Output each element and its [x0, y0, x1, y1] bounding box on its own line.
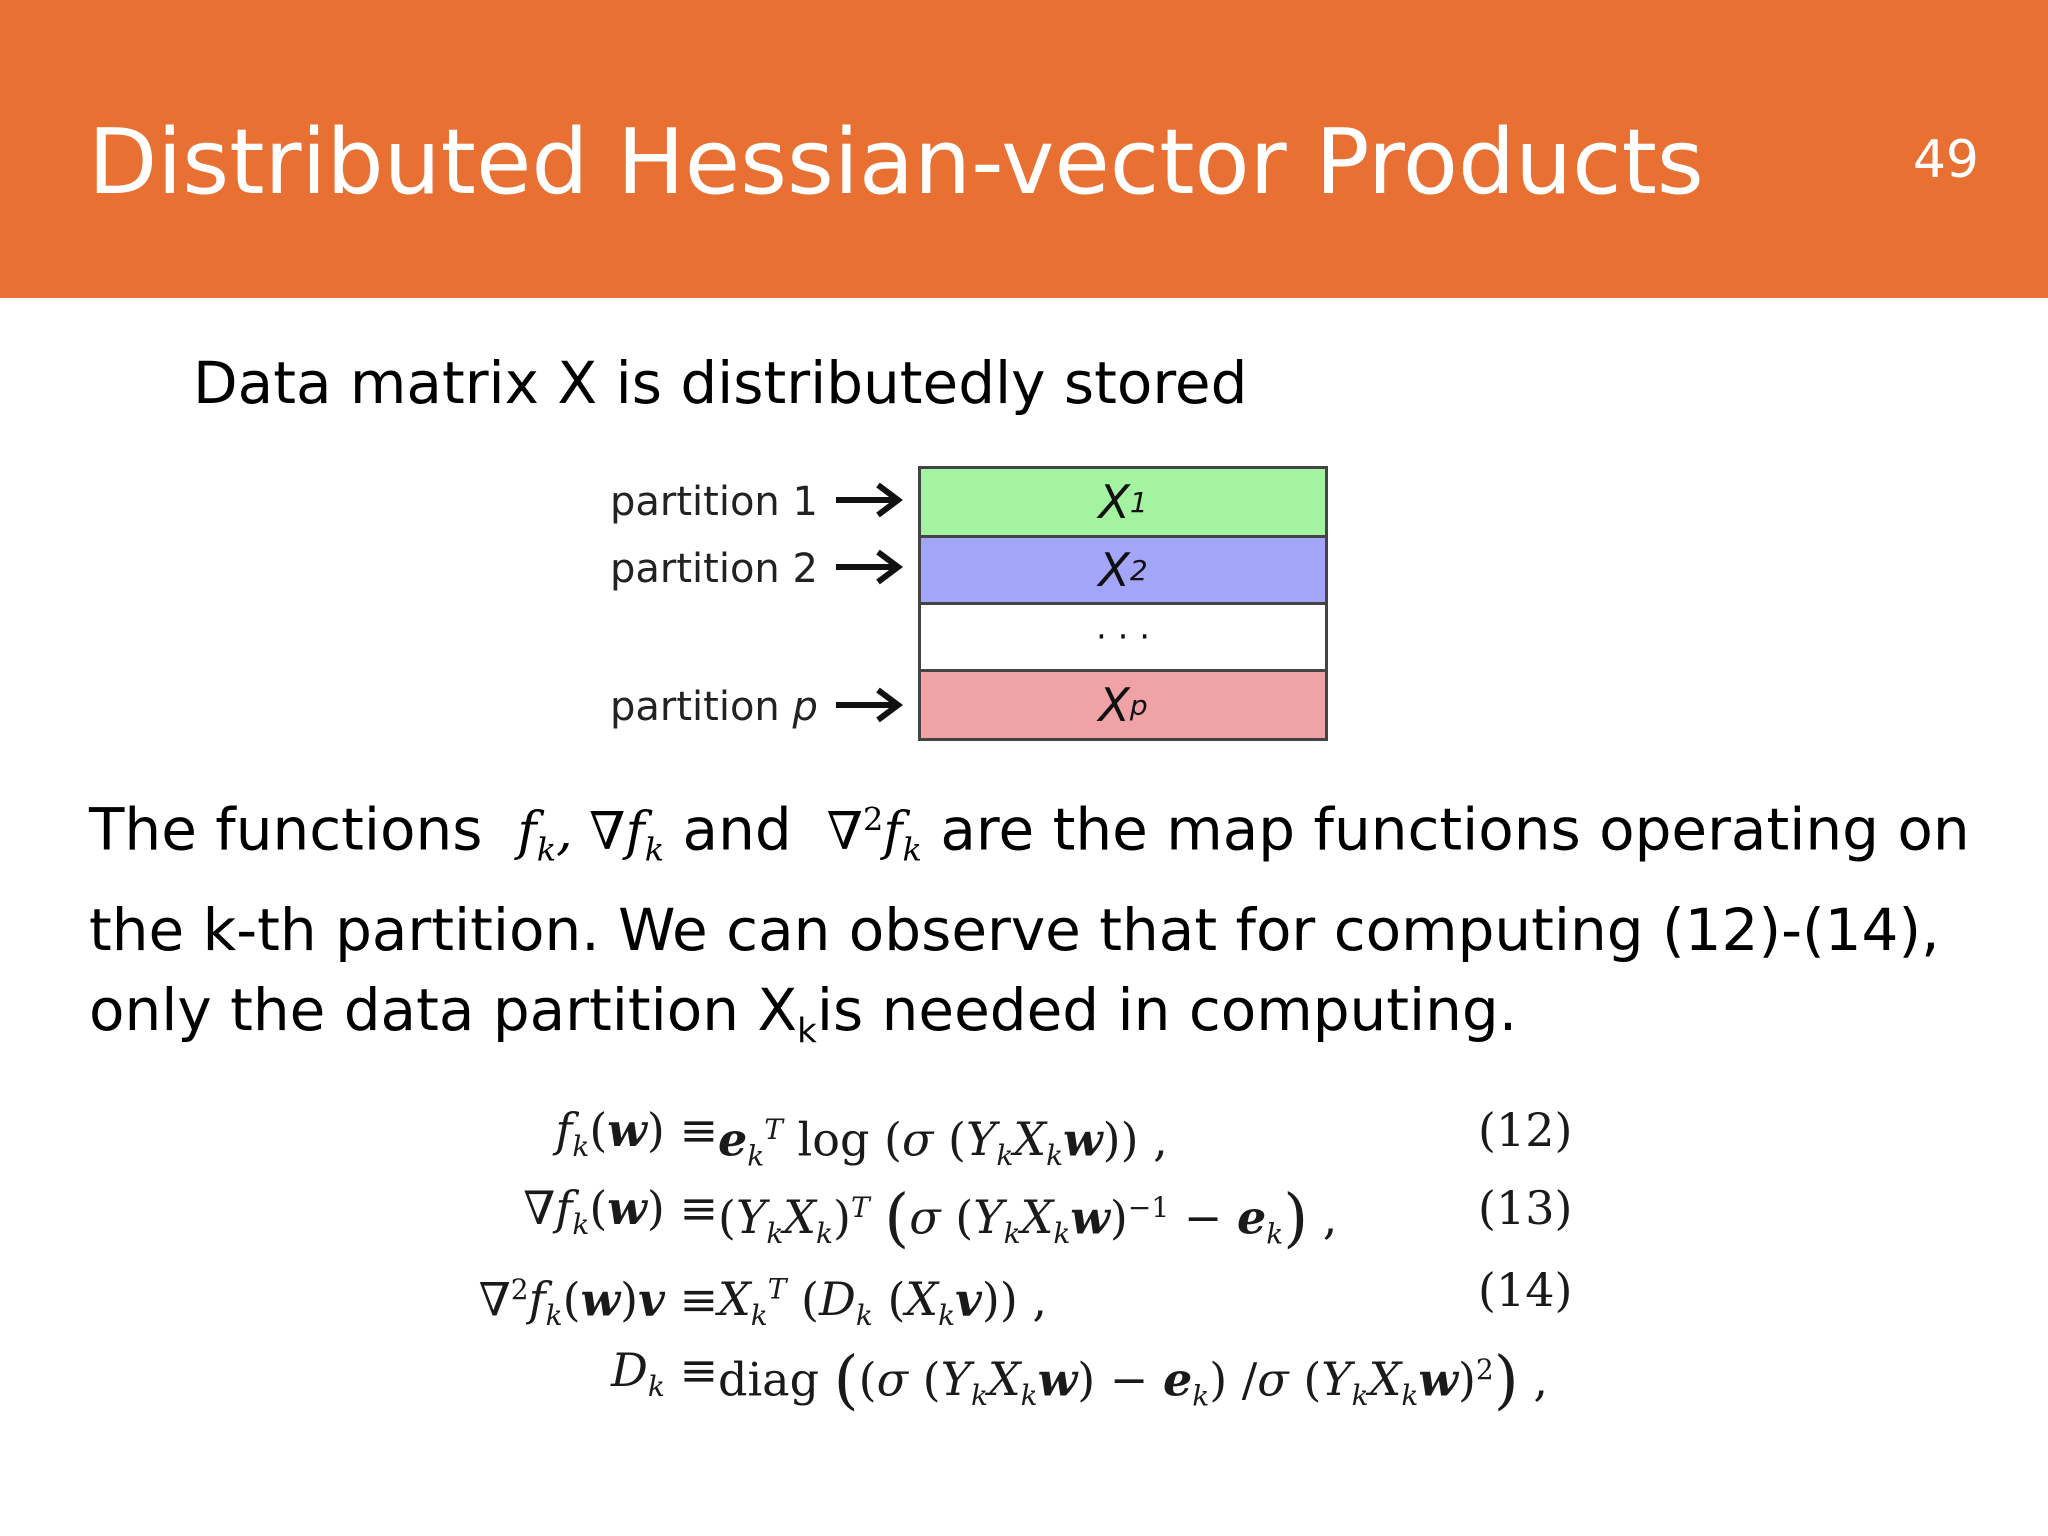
- equation-number: (14): [1478, 1263, 1573, 1317]
- block-label: X: [1098, 543, 1130, 597]
- block-label: X: [1098, 678, 1130, 732]
- partition-block-1: [918, 466, 1328, 538]
- ellipsis: · · ·: [1095, 617, 1151, 657]
- partition-label-2: partition 2: [610, 546, 818, 592]
- equation-rhs: $(Y_kX_k)^T$ (σ $(Y_kX_kw)^{-1} - e_k$) ,: [718, 1181, 1338, 1256]
- math-fk-gradfk: $f_k$, $\nabla f_k$: [500, 802, 665, 869]
- partition-block-ellipsis: [918, 602, 1328, 672]
- partition-label-1: partition 1: [610, 479, 818, 525]
- arrow-right-icon: [834, 685, 904, 725]
- partition-label-var: p: [792, 684, 818, 730]
- body-text-2: and: [682, 795, 792, 864]
- equation-rhs: $X_k^T$ ($D_k$ $(X_kv)$) ,: [718, 1272, 1048, 1333]
- body-text-3: are the map functions operating on the k-th partition. We can observe that for computing (12)-(14), only the data partition X: [89, 795, 1970, 1044]
- body-text-4: is needed in computing.: [816, 975, 1518, 1044]
- partition-label-p: [610, 682, 818, 732]
- title-bar: [0, 0, 2048, 298]
- equation-number: (12): [1478, 1103, 1573, 1157]
- equation-lhs: $\nabla^2f_k(w)v$ ≡: [478, 1272, 718, 1333]
- block-subscript: p: [1129, 688, 1148, 722]
- equation-lhs: $\nabla f_k(w)$ ≡: [523, 1181, 718, 1242]
- body-text-1: The functions: [89, 795, 483, 864]
- subtitle: Data matrix X is distributedly stored: [193, 349, 1248, 417]
- block-label: X: [1098, 475, 1130, 529]
- partition-block-2: [918, 535, 1328, 605]
- equation-lhs: $f_k(w)$ ≡: [555, 1103, 718, 1164]
- arrow-right-icon: [834, 480, 904, 520]
- block-subscript: 1: [1129, 485, 1148, 519]
- equation-lhs: $D_k$ ≡: [610, 1343, 718, 1404]
- equation-rhs: $e_k^T$ log (σ $(Y_kX_kw)$) ,: [718, 1112, 1168, 1173]
- block-subscript: 2: [1129, 553, 1148, 587]
- equation-number: (13): [1478, 1181, 1573, 1235]
- body-paragraph: [89, 780, 1989, 1071]
- arrow-right-icon: [834, 547, 904, 587]
- equation-rhs: diag ((σ $(Y_kX_kw) - e_k$) /σ $(Y_kX_kw)^2$) ,: [718, 1343, 1548, 1418]
- partition-label-prefix: partition: [610, 684, 793, 730]
- slide-title: Distributed Hessian-vector Products: [88, 110, 1704, 215]
- slide-number: 49: [1912, 130, 1979, 190]
- body-text-subscript: k: [797, 1011, 817, 1052]
- math-hessian-fk: $\nabla^2f_k$: [826, 801, 922, 869]
- partition-block-p: [918, 669, 1328, 741]
